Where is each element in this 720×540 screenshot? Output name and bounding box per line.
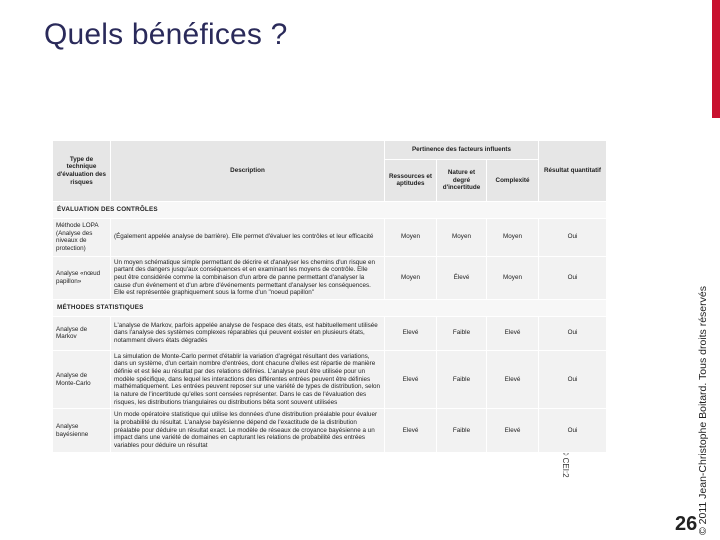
header-pertinence: Pertinence des facteurs influents (385, 141, 539, 160)
description-cell: L'analyse de Markov, parfois appelée analyse de l'espace des états, est habituellement utilisée dans l'analyse des systèmes complexes réparables qui peuvent exister en plusieurs états, notamment divers états dégradés (111, 316, 385, 350)
table-row (53, 218, 607, 256)
risk-techniques-table (52, 140, 607, 453)
method-cell: Méthode LOPA (Analyse des niveaux de protection) (53, 218, 111, 256)
description-cell: Un moyen schématique simple permettant de décrire et d'analyser les chemins d'un risque en partant des dangers jusqu'aux conséquences et en examinant les moyens de contrôle. Elle peut être considérée comme la combinaison d'un arbre de panne permettant d'analyser la cause d'un événement et d'un arbre d'événements permettant d'analyser les conséquences. Elle est représentée graphiquement sous la forme d'un "noeud papillon" (111, 256, 385, 299)
method-cell: Analyse «nœud papillon» (53, 256, 111, 299)
description-cell: (Également appelée analyse de barrière). Elle permet d'évaluer les contrôles et leur efficacité (111, 218, 385, 256)
uncertainty-cell: Faible (437, 316, 487, 350)
complexity-cell: Moyen (487, 218, 539, 256)
method-cell: Analyse bayésienne (53, 409, 111, 452)
header-quantitative: Résultat quantitatif (539, 141, 607, 202)
table-row (53, 316, 607, 350)
page-number: 26 (675, 513, 698, 535)
accent-bar (712, 0, 720, 118)
section-title: MÉTHODES STATISTIQUES (53, 300, 607, 317)
complexity-cell: Elevé (487, 409, 539, 452)
resources-cell: Moyen (385, 256, 437, 299)
complexity-cell: Moyen (487, 256, 539, 299)
table-row (53, 350, 607, 409)
complexity-cell: Elevé (487, 316, 539, 350)
header-resources: Ressources et aptitudes (385, 159, 437, 201)
table-row (53, 409, 607, 452)
uncertainty-cell: Faible (437, 350, 487, 409)
header-description: Description (111, 141, 385, 202)
quantitative-cell: Oui (539, 409, 607, 452)
method-cell: Analyse de Markov (53, 316, 111, 350)
quantitative-cell: Oui (539, 256, 607, 299)
method-cell: Analyse de Monte-Carlo (53, 350, 111, 409)
table-row (53, 256, 607, 299)
quantitative-cell: Oui (539, 350, 607, 409)
quantitative-cell: Oui (539, 218, 607, 256)
resources-cell: Elevé (385, 316, 437, 350)
quantitative-cell: Oui (539, 316, 607, 350)
resources-cell: Elevé (385, 409, 437, 452)
header-uncertainty: Nature et degré d'incertitude (437, 159, 487, 201)
uncertainty-cell: Moyen (437, 218, 487, 256)
resources-cell: Moyen (385, 218, 437, 256)
description-cell: Un mode opératoire statistique qui utilise les données d'une distribution préalable pour évaluer la probabilité du résultat. L'analyse bayésienne dépend de l'exactitude de la distribution préalable pour déduire un résultat exact. Le modèle de réseaux de croyance bayésienne a un impact dans une variété de domaines en capturant les relations de probabilité des entrées variables pour déduire un résultat (111, 409, 385, 452)
page-title: Quels bénéfices ? (44, 18, 288, 51)
complexity-cell: Elevé (487, 350, 539, 409)
copyright-notice: © 2011 Jean-Christophe Boitard. Tous droits réservés (697, 286, 709, 535)
section-row (53, 202, 607, 219)
description-cell: La simulation de Monte-Carlo permet d'établir la variation d'agrégat résultant des variations, dans un système, d'un certain nombre d'entrées, dont chacune d'elles est répartie de manière définie et est liée au résultat par des relations définies. L'analyse peut être utilisée pour un modèle spécifique, dans lequel les interactions des différentes entrées peuvent être définies mathématiquement. Les entrées peuvent reposer sur une variété de types de distribution, selon la nature de l'incertitude qu'elles sont censées représenter. Dans le cas de l'évaluation des risques, les distributions triangulaires ou distributions bêta sont souvent utilisées (111, 350, 385, 409)
uncertainty-cell: Élevé (437, 256, 487, 299)
resources-cell: Elevé (385, 350, 437, 409)
uncertainty-cell: Faible (437, 409, 487, 452)
section-title: ÉVALUATION DES CONTRÔLES (53, 202, 607, 219)
section-row (53, 300, 607, 317)
header-complexity: Complexité (487, 159, 539, 201)
header-type: Type de technique d'évaluation des risques (53, 141, 111, 202)
